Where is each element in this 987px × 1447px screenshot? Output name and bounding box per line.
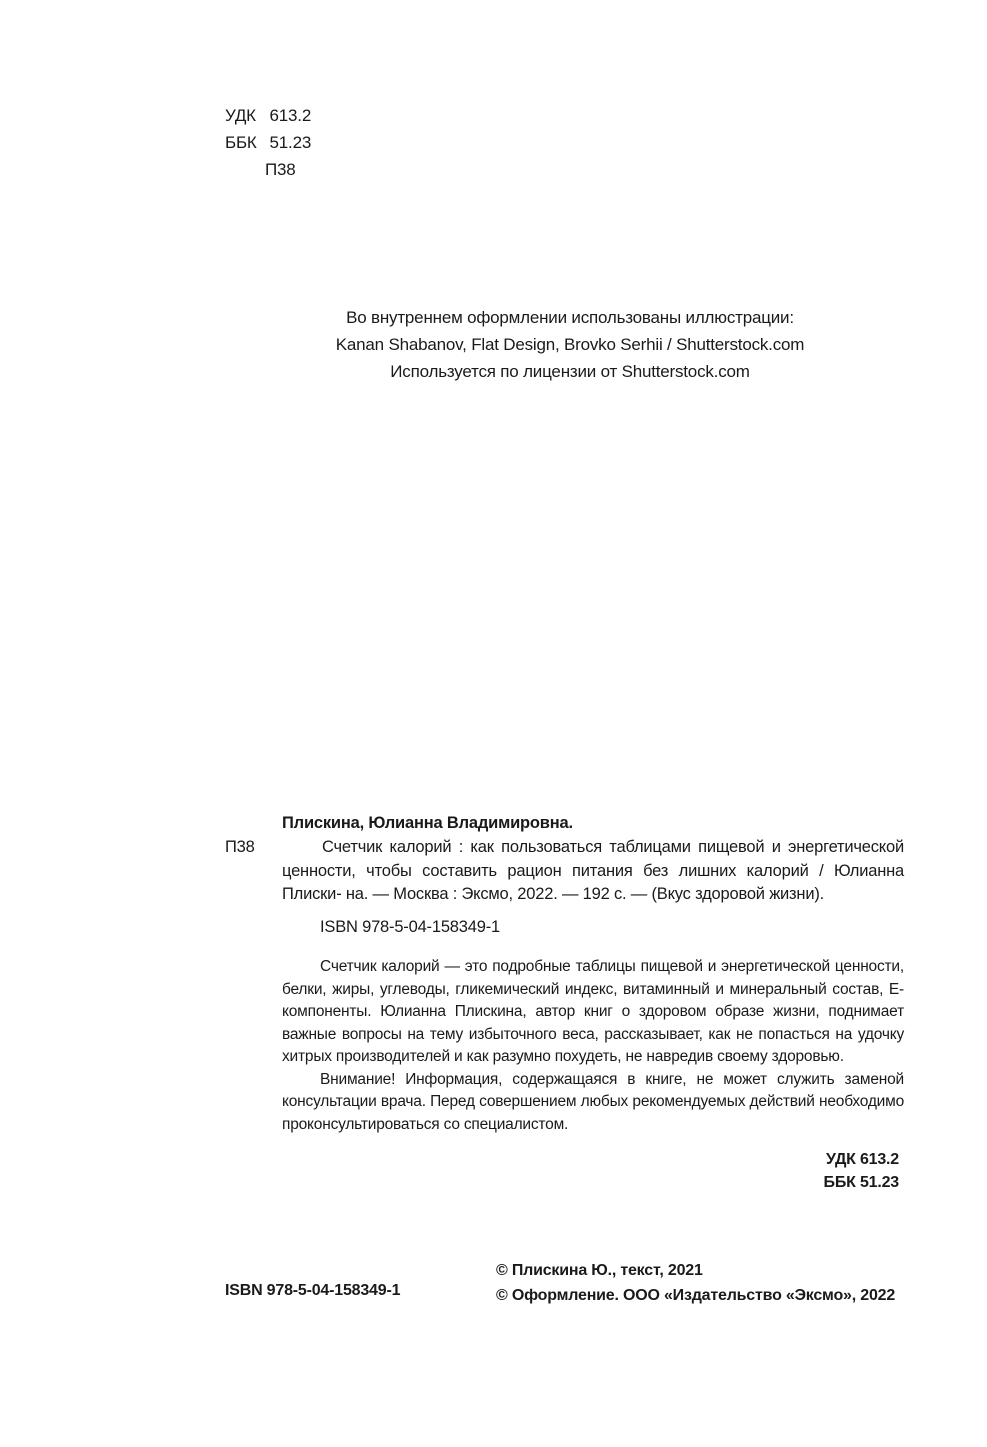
- credits-line-1: Во внутреннем оформлении использованы иллюстрации:: [346, 308, 794, 327]
- credits-line-2: Kanan Shabanov, Flat Design, Brovko Serhii / Shutterstock.com: [335, 335, 805, 354]
- author-mark-top: П38: [265, 160, 296, 179]
- annotation-paragraph-1: Счетчик калорий — это подробные таблицы пищевой и энергетической ценности, белки, жиры, углеводы, гликемический индекс, витаминный и минеральный состав, Е-компоненты. Юлианна Плискина, автор книг о здоровом образе жизни, поднимает важные вопросы на тему избыточного веса, рассказывает, как не попасться на удочку хитрых производителей и как разумно похудеть, не навредив своему здоровью.: [282, 958, 904, 1065]
- copyright-design: © Оформление. ООО «Издательство «Эксмо», 2022: [496, 1287, 896, 1304]
- illustration-credits: [300, 304, 840, 385]
- copyright-block: [496, 1258, 895, 1308]
- footer-isbn: ISBN 978-5-04-158349-1: [225, 1282, 401, 1299]
- catalog-title-line-2: ценности, чтобы составить рацион питания без лишних калорий / Юлианна Плиски-: [282, 861, 904, 903]
- copyright-text: © Плискина Ю., текст, 2021: [496, 1262, 703, 1279]
- udk-value: 613.2: [269, 106, 312, 125]
- catalog-author: Плискина, Юлианна Владимировна.: [282, 814, 573, 832]
- bbk-value: 51.23: [269, 133, 312, 152]
- catalog-isbn: ISBN 978-5-04-158349-1: [320, 918, 500, 936]
- catalog-title-line-1: Счетчик калорий : как пользоваться таблицами пищевой и энергетической: [322, 838, 904, 856]
- bbk-bottom: ББК 51.23: [823, 1174, 899, 1191]
- udk-label: УДК: [225, 106, 256, 125]
- catalog-author-mark: П38: [225, 838, 255, 856]
- annotation-paragraph-2: Внимание! Информация, содержащаяся в книге, не может служить заменой консультации врача. Перед совершением любых рекомендуемых действий необходимо проконсультироваться со специалистом.: [282, 1070, 904, 1133]
- annotation: [282, 956, 904, 1136]
- credits-line-3: Используется по лицензии от Shutterstock.com: [390, 362, 750, 381]
- bbk-label: ББК: [225, 133, 257, 152]
- udk-bottom: УДК 613.2: [826, 1151, 899, 1168]
- catalog-title-line-3: на. — Москва : Эксмо, 2022. — 192 с. — (Вкус здоровой жизни).: [345, 885, 825, 903]
- catalog-title: [282, 836, 904, 907]
- classification-block-bottom: [824, 1148, 899, 1194]
